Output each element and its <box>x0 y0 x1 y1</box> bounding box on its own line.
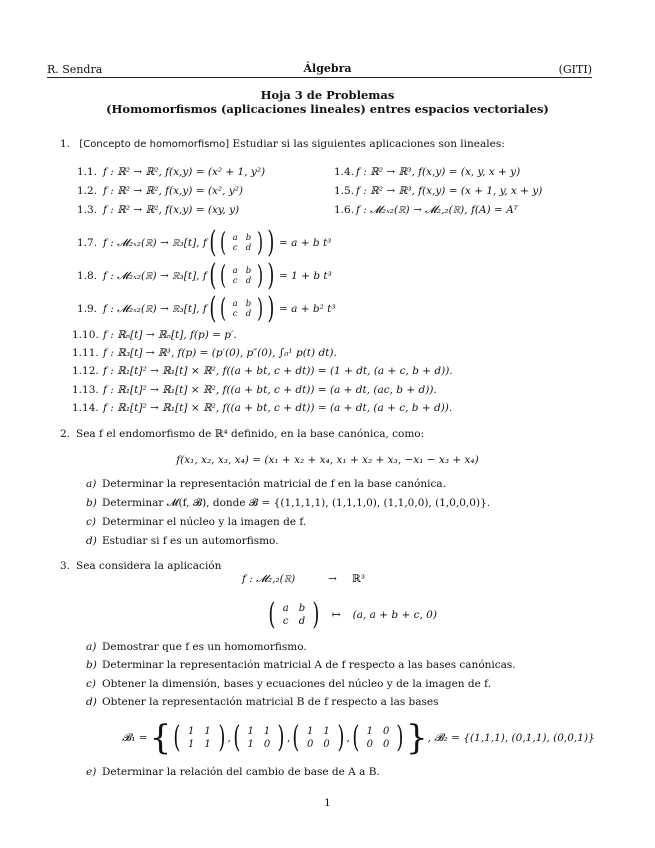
problem-2-d: d) Estudiar si f es un automorfismo. <box>86 535 279 547</box>
item-1-9: 1.9. f : 𝓜₂ₓ₂(ℝ) → ℝ₃[t], f ( ( a b c d ) ) = a + b² t³ <box>77 291 336 326</box>
item-1-2: 1.2. f : ℝ² → ℝ², f(x,y) = (x², y²) <box>77 185 244 197</box>
basis-1-label: 𝓑₁ = <box>122 731 148 744</box>
matrix: a b c d <box>232 266 252 286</box>
problem-2-c: c) Determinar el núcleo y la imagen de f. <box>86 516 307 528</box>
problem-3-c: c) Obtener la dimensión, bases y ecuaciones del núcleo y de la imagen de f. <box>86 678 492 690</box>
problem-2-formula: f(x₁, x₂, x₃, x₄) = (x₁ + x₂ + x₄, x₁ + x₂ + x₃, −x₁ − x₃ + x₄) <box>176 454 479 466</box>
mapsto-arrow: ↦ <box>331 609 341 621</box>
item-1-11: 1.11. f : ℝ₃[t] → ℝ³, f(p) = (p′(0), p″(0), ∫₀¹ p(t) dt). <box>72 347 337 359</box>
basis-matrix: 1 1 1 0 <box>247 726 271 750</box>
map-arrow: → <box>328 573 337 585</box>
item-1-14: 1.14. f : ℝ₁[t]² → ℝ₁[t] × ℝ², f((a + bt, c + dt)) = (a + dt, (a + c, b + d)). <box>72 402 453 414</box>
basis-matrix: 1 1 0 0 <box>307 726 330 750</box>
item-1-12: 1.12. f : ℝ₁[t]² → ℝ₁[t] × ℝ², f((a + bt, c + dt)) = (1 + dt, (a + c, b + d)). <box>72 365 453 377</box>
header-rule <box>47 77 592 78</box>
basis-matrix: 1 0 0 0 <box>366 726 390 750</box>
map-rule: ( a b c d ) ↦ (a, a + b + c, 0) <box>268 597 437 632</box>
problem-3-a: a) Demostrar que f es un homomorfismo. <box>86 641 307 653</box>
item-1-3: 1.3. f : ℝ² → ℝ², f(x,y) = (xy, y) <box>77 204 240 216</box>
page-subtitle: (Homomorfismos (aplicaciones lineales) entres espacios vectoriales) <box>106 102 549 116</box>
page-number: 1 <box>324 797 331 809</box>
problem-3-e: e) Determinar la relación del cambio de base de A a B. <box>86 766 380 778</box>
header-author: R. Sendra <box>47 63 103 76</box>
item-1-1: 1.1. f : ℝ² → ℝ², f(x,y) = (x² + 1, y²) <box>77 166 266 178</box>
map-image: (a, a + b + c, 0) <box>352 609 437 621</box>
item-1-8: 1.8. f : 𝓜₂ₓ₂(ℝ) → ℝ₃[t], f ( ( a b c d ) ) = 1 + b t³ <box>77 258 332 293</box>
matrix: a b c d <box>232 233 252 253</box>
item-1-13: 1.13. f : ℝ₁[t]² → ℝ₁[t] × ℝ², f((a + bt, c + dt)) = (a + dt, (ac, b + d)). <box>72 384 437 396</box>
basis-2: , 𝓑₂ = {(1,1,1), (0,1,1), (0,0,1)} <box>427 731 595 744</box>
problem-text: Estudiar si las siguientes aplicaciones son lineales: <box>232 138 505 150</box>
header-course: Álgebra <box>303 62 352 75</box>
problem-2-a: a) Determinar la representación matricial de f en la base canónica. <box>86 478 446 490</box>
bases-line: 𝓑₁ = { ( 1 1 1 1 ) , ( 1 1 1 0 ) , ( 1 1 0 0 ) , ( 1 0 0 0 ) } , 𝓑₂ = {(1,1,1), (0,1,1), (0,0,1)} <box>122 718 595 758</box>
header-degree: (GITI) <box>558 63 592 76</box>
item-1-5: 1.5. f : ℝ² → ℝ³, f(x,y) = (x + 1, y, x + y) <box>334 185 543 197</box>
problem-2: 2. Sea f el endomorfismo de ℝ⁴ definido, en la base canónica, como: <box>60 428 425 440</box>
map-domain: f : 𝓜₂,₂(ℝ) <box>242 573 296 585</box>
problem-number: 1. <box>60 138 71 150</box>
problem-3-d: d) Obtener la representación matricial B de f respecto a las bases <box>86 696 439 708</box>
problem-2-b: b) Determinar 𝓜(f, 𝓑), donde 𝓑 = {(1,1,1,1), (1,1,1,0), (1,1,0,0), (1,0,0,0)}. <box>86 497 491 509</box>
basis-matrix: 1 1 1 1 <box>187 726 211 750</box>
page-title: Hoja 3 de Problemas <box>260 88 395 102</box>
map-codomain: ℝ³ <box>352 573 365 585</box>
item-1-6: 1.6. f : 𝓜₂ₓ₂(ℝ) → 𝓜₂,₂(ℝ), f(A) = Aᵀ <box>334 204 519 216</box>
matrix: a b c d <box>282 603 306 627</box>
problem-1 <box>60 138 505 150</box>
matrix: a b c d <box>232 299 252 319</box>
problem-label: [Concepto de homomorfismo] <box>79 139 230 150</box>
item-1-4: 1.4. f : ℝ² → ℝ³, f(x,y) = (x, y, x + y) <box>334 166 521 178</box>
problem-3-b: b) Determinar la representación matricial A de f respecto a las bases canónicas. <box>86 659 516 671</box>
problem-3: 3. Sea considera la aplicación <box>60 560 222 572</box>
item-1-7: 1.7. f : 𝓜₂ₓ₂(ℝ) → ℝ₃[t], f ( ( a b c d ) ) = a + b t³ <box>77 225 332 260</box>
item-1-10: 1.10. f : ℝₙ[t] → ℝₙ[t], f(p) = p′. <box>72 329 237 341</box>
